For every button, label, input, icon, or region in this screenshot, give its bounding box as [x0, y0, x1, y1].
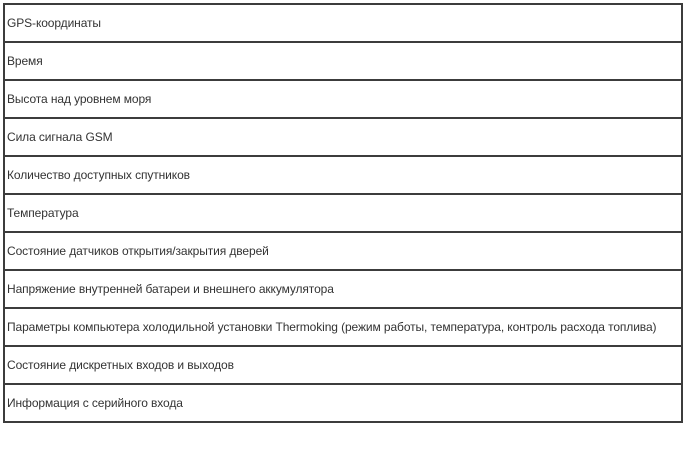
parameters-table-body	[4, 4, 682, 422]
table-cell: Состояние датчиков открытия/закрытия дверей	[4, 232, 682, 270]
table-row	[4, 194, 682, 232]
table-cell: Сила сигнала GSM	[4, 118, 682, 156]
table-cell: Количество доступных спутников	[4, 156, 682, 194]
table-cell: Параметры компьютера холодильной установки Thermoking (режим работы, температура, контроль расхода топлива)	[4, 308, 682, 346]
table-row	[4, 346, 682, 384]
table-row	[4, 118, 682, 156]
table-row	[4, 80, 682, 118]
table-cell: Высота над уровнем моря	[4, 80, 682, 118]
table-cell: Температура	[4, 194, 682, 232]
table-cell: Состояние дискретных входов и выходов	[4, 346, 682, 384]
table-row	[4, 270, 682, 308]
table-cell: GPS-координаты	[4, 4, 682, 42]
table-row	[4, 156, 682, 194]
table-row	[4, 42, 682, 80]
table-row	[4, 232, 682, 270]
table-cell: Информация с серийного входа	[4, 384, 682, 422]
table-row	[4, 4, 682, 42]
table-row	[4, 308, 682, 346]
parameters-table	[3, 3, 683, 423]
table-row	[4, 384, 682, 422]
table-cell: Напряжение внутренней батареи и внешнего аккумулятора	[4, 270, 682, 308]
table-cell: Время	[4, 42, 682, 80]
